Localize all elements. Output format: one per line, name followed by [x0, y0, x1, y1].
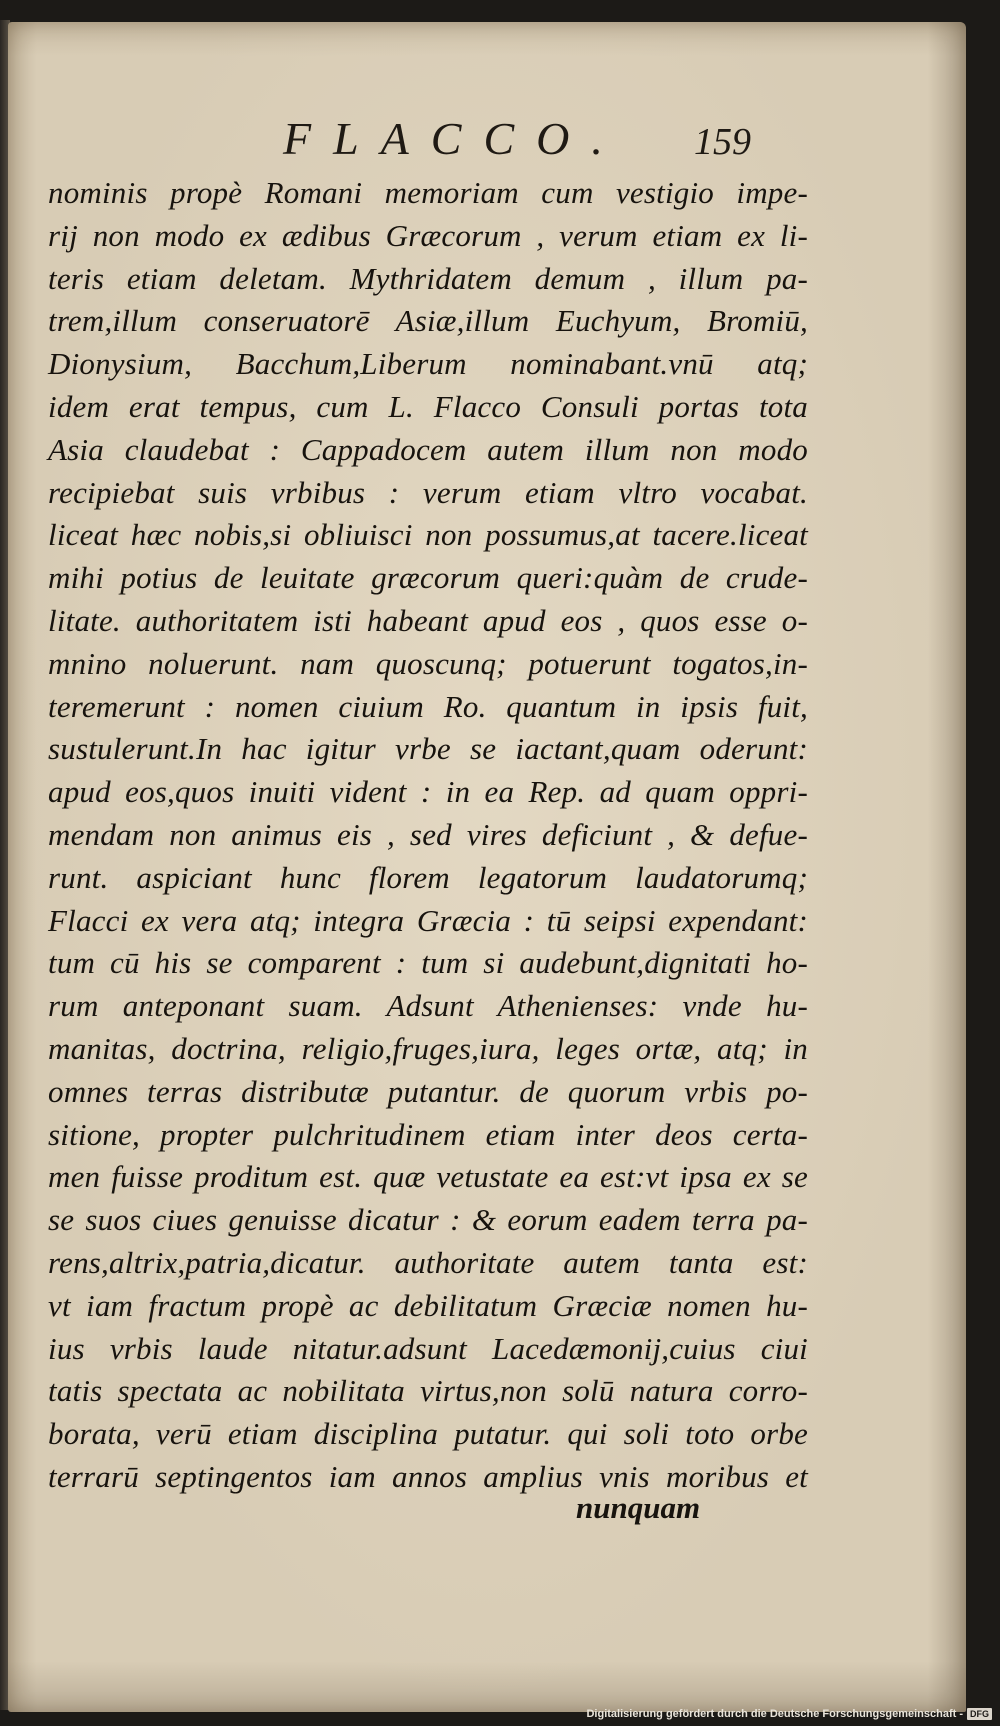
text-line: Flacci ex vera atq; integra Græcia : tū seipsi expendant: — [48, 902, 808, 938]
text-line: rij non modo ex ædibus Græcorum , verum etiam ex li- — [48, 217, 808, 253]
text-line: borata, verū etiam disciplina putatur. qui soli toto orbe — [48, 1416, 808, 1452]
funding-credit: Digitalisierung gefördert durch die Deutsche Forschungsgemeinschaft - — [586, 1708, 963, 1720]
text-line: omnes terras distributæ putantur. de quorum vrbis po- — [48, 1073, 808, 1109]
catchword: nunquam — [576, 1490, 701, 1525]
text-line: trem,illum conseruatorē Asiæ,illum Euchyum, Bromiū, — [48, 303, 808, 339]
text-line: liceat hæc nobis,si obliuisci non possumus,at tacere.liceat — [48, 517, 808, 553]
text-line: manitas, doctrina, religio,fruges,iura, leges ortæ, atq; in — [48, 1030, 808, 1066]
text-line: nominis propè Romani memoriam cum vestigio impe- — [48, 175, 808, 210]
text-line: se suos ciues genuisse dicatur : & eorum eadem terra pa- — [48, 1202, 808, 1238]
text-line: Dionysium, Bacchum,Liberum nominabant.vnū atq; — [48, 346, 808, 382]
text-line: sitione, propter pulchritudinem etiam inter deos certa- — [48, 1116, 808, 1152]
text-line: rum anteponant suam. Adsunt Athenienses: vnde hu- — [48, 988, 808, 1024]
body-text — [48, 172, 808, 1499]
text-line: recipiebat suis vrbibus : verum etiam vltro vocabat. — [48, 474, 808, 510]
text-line: teris etiam deletam. Mythridatem demum , illum pa- — [48, 260, 808, 296]
text-line: men fuisse proditum est. quæ vetustate ea est:vt ipsa ex se — [48, 1159, 808, 1195]
text-line: mnino noluerunt. nam quoscunq; potuerunt togatos,in- — [48, 645, 808, 681]
text-line: terrarū septingentos iam annos amplius vnis moribus et — [48, 1458, 808, 1494]
text-line: apud eos,quos inuiti vident : in ea Rep. ad quam oppri- — [48, 774, 808, 810]
dfg-logo-icon: DFG — [967, 1708, 992, 1720]
text-line: idem erat tempus, cum L. Flacco Consuli portas tota — [48, 388, 808, 424]
page-number: 159 — [694, 121, 751, 163]
text-line: Asia claudebat : Cappadocem autem illum non modo — [48, 431, 808, 467]
running-head-title: FLACCO. — [283, 113, 625, 164]
text-line: vt iam fractum propè ac debilitatum Græciæ nomen hu- — [48, 1287, 808, 1323]
digitization-footer — [586, 1704, 992, 1724]
book-page — [8, 22, 966, 1712]
text-line: tum cū his se comparent : tum si audebunt,dignitati ho- — [48, 945, 808, 981]
text-line: runt. aspiciant hunc florem legatorum laudatorumq; — [48, 859, 808, 895]
text-line: mendam non animus eis , sed vires deficiunt , & defue- — [48, 816, 808, 852]
text-line: rens,altrix,patria,dicatur. authoritate autem tanta est: — [48, 1244, 808, 1280]
text-line: tatis spectata ac nobilitata virtus,non solū natura corro- — [48, 1373, 808, 1409]
text-line: mihi potius de leuitate græcorum queri:quàm de crude- — [48, 560, 808, 596]
text-line: ius vrbis laude nitatur.adsunt Lacedæmonij,cuius ciui — [48, 1330, 808, 1366]
text-line: litate. authoritatem isti habeant apud eos , quos esse o- — [48, 602, 808, 638]
text-line: teremerunt : nomen ciuium Ro. quantum in ipsis fuit, — [48, 688, 808, 724]
text-line: sustulerunt.In hac igitur vrbe se iactant,quam oderunt: — [48, 731, 808, 767]
